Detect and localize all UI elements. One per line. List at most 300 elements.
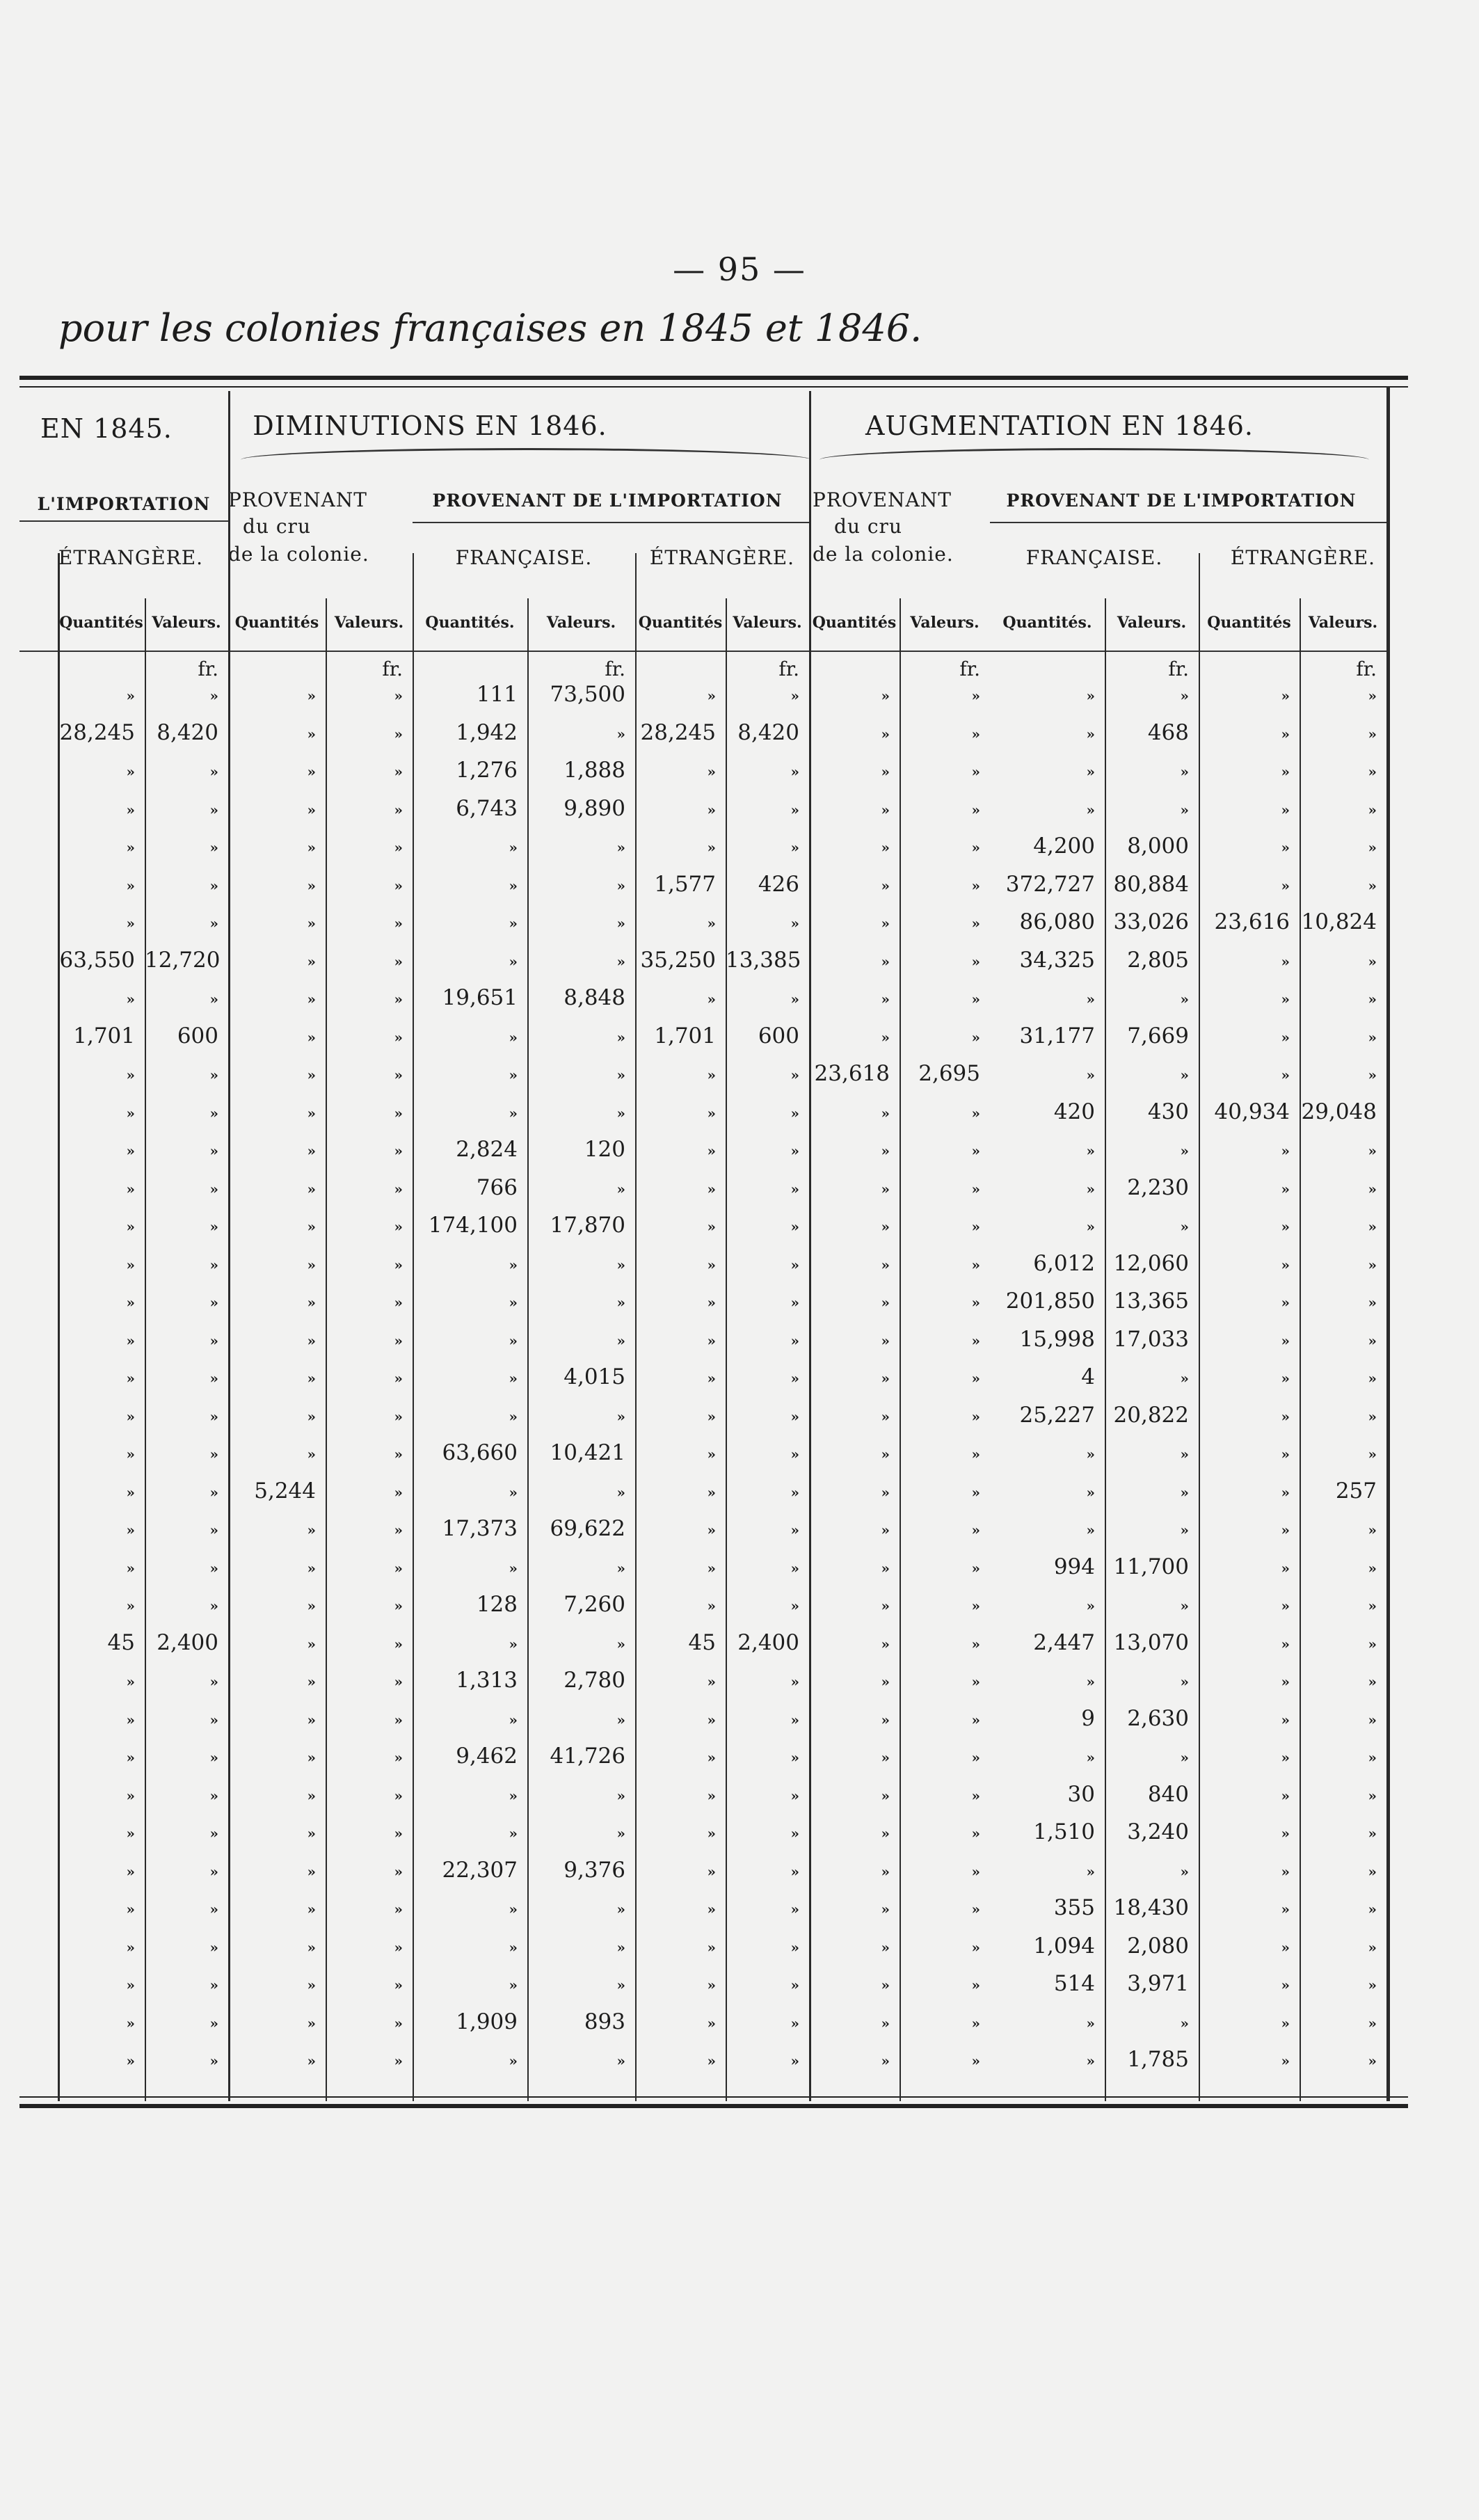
table-cell: » xyxy=(971,1370,980,1387)
table-cell: 2,805 xyxy=(1127,947,1189,973)
table-cell: » xyxy=(394,801,403,818)
table-cell: » xyxy=(126,1446,135,1462)
table-cell: » xyxy=(1086,1446,1095,1462)
table-cell: » xyxy=(881,1370,890,1387)
header-du-cru-dim: du cru xyxy=(243,515,311,538)
table-cell: » xyxy=(394,1825,403,1842)
table-cell: 120 xyxy=(584,1137,625,1162)
table-cell: » xyxy=(126,1673,135,1690)
table-cell: » xyxy=(307,1256,316,1273)
table-cell: » xyxy=(394,2014,403,2032)
table-cell: » xyxy=(509,877,518,894)
divider xyxy=(228,391,230,2101)
table-cell: » xyxy=(394,1256,403,1273)
table-cell: » xyxy=(881,1218,890,1235)
table-cell: » xyxy=(1281,1446,1290,1462)
table-cell: » xyxy=(209,1142,218,1159)
table-cell: » xyxy=(126,1938,135,1956)
table-cell: » xyxy=(790,1218,799,1235)
table-cell: » xyxy=(394,2052,403,2069)
table-cell: 4,200 xyxy=(1033,834,1095,859)
table-cell: » xyxy=(394,1218,403,1235)
header-bottom-rule xyxy=(19,651,1386,652)
table-cell: » xyxy=(1086,687,1095,704)
divider xyxy=(413,522,809,523)
table-cell: » xyxy=(971,952,980,970)
table-cell: » xyxy=(1368,1522,1377,1538)
table-cell: 1,785 xyxy=(1127,2047,1189,2072)
table-cell: 30 xyxy=(1067,1781,1095,1807)
table-cell: » xyxy=(394,839,403,856)
header-importation-left: L'IMPORTATION xyxy=(37,494,211,514)
table-cell: » xyxy=(394,1142,403,1159)
table-cell: » xyxy=(616,1028,625,1046)
table-cell: » xyxy=(707,1104,716,1122)
table-cell: 86,080 xyxy=(1019,909,1095,934)
currency-unit-label: fr. xyxy=(382,657,403,680)
table-cell: » xyxy=(209,2052,218,2069)
table-cell: » xyxy=(509,1635,518,1652)
table-cell: » xyxy=(707,1407,716,1425)
table-cell: » xyxy=(971,839,980,856)
table-cell: » xyxy=(394,1067,403,1083)
table-cell: » xyxy=(1281,1901,1290,1917)
table-cell: » xyxy=(307,877,316,894)
table-cell: » xyxy=(394,915,403,932)
table-cell: » xyxy=(707,991,716,1007)
table-cell: » xyxy=(1281,877,1290,894)
table-cell: 11,700 xyxy=(1113,1554,1189,1579)
table-cell: » xyxy=(1281,1977,1290,1993)
table-cell: » xyxy=(881,1294,890,1311)
table-cell: 430 xyxy=(1147,1099,1189,1124)
table-cell: » xyxy=(1368,1711,1377,1728)
table-cell: » xyxy=(971,1559,980,1577)
table-cell: 25,227 xyxy=(1019,1402,1095,1428)
table-cell: 13,365 xyxy=(1113,1289,1189,1314)
table-cell: » xyxy=(1281,1559,1290,1577)
table-cell: » xyxy=(707,1522,716,1538)
table-cell: » xyxy=(707,1901,716,1917)
table-cell: » xyxy=(394,1749,403,1766)
table-cell: » xyxy=(616,839,625,856)
table-cell: 2,400 xyxy=(737,1629,799,1655)
table-cell: » xyxy=(1368,1749,1377,1766)
table-cell: » xyxy=(881,1938,890,1956)
table-cell: » xyxy=(1281,1673,1290,1690)
table-cell: » xyxy=(616,1332,625,1349)
table-cell: » xyxy=(1368,801,1377,818)
table-cell: » xyxy=(1368,1294,1377,1311)
table-cell: » xyxy=(1368,1977,1377,1993)
table-cell: » xyxy=(881,839,890,856)
table-cell: » xyxy=(707,1067,716,1083)
table-cell: » xyxy=(971,1825,980,1842)
table-cell: » xyxy=(1368,1673,1377,1690)
table-cell: » xyxy=(509,1067,518,1083)
table-cell: » xyxy=(881,915,890,932)
table-cell: » xyxy=(1281,1370,1290,1387)
table-cell: » xyxy=(1180,1370,1189,1387)
table-cell: » xyxy=(1368,725,1377,742)
column-divider xyxy=(809,553,810,2101)
table-cell: » xyxy=(616,1407,625,1425)
table-cell: 8,420 xyxy=(157,719,218,745)
table-cell: » xyxy=(307,1407,316,1425)
table-cell: » xyxy=(971,1142,980,1159)
table-cell: » xyxy=(971,687,980,704)
table-cell: » xyxy=(1086,1863,1095,1880)
table-cell: » xyxy=(509,1901,518,1917)
table-cell: » xyxy=(126,1863,135,1880)
table-cell: » xyxy=(971,1218,980,1235)
table-cell: » xyxy=(209,687,218,704)
table-cell: 45 xyxy=(688,1629,716,1655)
table-cell: » xyxy=(616,1483,625,1501)
column-header: Valeurs. xyxy=(1117,614,1187,632)
table-cell: » xyxy=(209,1483,218,1501)
table-cell: » xyxy=(971,1407,980,1425)
column-header: Valeurs. xyxy=(152,614,221,632)
table-cell: » xyxy=(209,801,218,818)
table-cell: » xyxy=(707,2014,716,2032)
table-cell: » xyxy=(1086,1142,1095,1159)
header-de-la-colonie-dim: de la colonie. xyxy=(228,543,369,566)
table-cell: » xyxy=(1368,763,1377,780)
column-header: Valeurs. xyxy=(1308,614,1378,632)
table-cell: » xyxy=(616,915,625,932)
table-cell: » xyxy=(209,1863,218,1880)
table-cell: » xyxy=(971,1673,980,1690)
table-cell: » xyxy=(1368,1787,1377,1804)
table-cell: 128 xyxy=(476,1592,518,1617)
table-cell: » xyxy=(307,687,316,704)
table-cell: » xyxy=(1368,1901,1377,1917)
table-cell: » xyxy=(971,2052,980,2069)
data-table xyxy=(19,376,1408,2108)
table-cell: » xyxy=(1086,763,1095,780)
table-cell: » xyxy=(307,2014,316,2032)
table-cell: 9,890 xyxy=(563,795,625,821)
table-cell: » xyxy=(126,1104,135,1122)
table-cell: 8,000 xyxy=(1127,834,1189,859)
table-cell: 6,012 xyxy=(1033,1250,1095,1276)
table-cell: » xyxy=(971,877,980,894)
table-cell: » xyxy=(971,1522,980,1538)
table-cell: » xyxy=(209,1749,218,1766)
table-cell: » xyxy=(971,1977,980,1993)
table-cell: » xyxy=(971,2014,980,2032)
table-cell: » xyxy=(394,1446,403,1462)
table-cell: » xyxy=(971,1938,980,1956)
table-cell: » xyxy=(790,1180,799,1197)
header-diminutions-1846: DIMINUTIONS EN 1846. xyxy=(253,410,607,441)
table-cell: » xyxy=(1281,1483,1290,1501)
table-cell: » xyxy=(1180,1067,1189,1083)
table-cell: » xyxy=(707,839,716,856)
table-cell: » xyxy=(509,952,518,970)
table-cell: » xyxy=(126,1483,135,1501)
table-cell: » xyxy=(126,763,135,780)
table-cell: » xyxy=(509,1483,518,1501)
currency-unit-label: fr. xyxy=(605,657,625,680)
table-cell: » xyxy=(790,1104,799,1122)
table-cell: » xyxy=(126,1407,135,1425)
table-cell: » xyxy=(1368,1825,1377,1842)
table-cell: » xyxy=(509,1825,518,1842)
table-cell: 420 xyxy=(1053,1099,1095,1124)
table-cell: » xyxy=(881,952,890,970)
table-cell: » xyxy=(307,1977,316,1993)
table-cell: » xyxy=(1180,1597,1189,1614)
table-cell: » xyxy=(1086,1522,1095,1538)
table-cell: » xyxy=(790,1863,799,1880)
column-divider xyxy=(900,598,901,2101)
table-cell: 994 xyxy=(1053,1554,1095,1579)
divider xyxy=(19,520,228,522)
table-cell: » xyxy=(790,1597,799,1614)
table-cell: » xyxy=(881,1332,890,1349)
table-cell: 69,622 xyxy=(550,1516,625,1541)
table-cell: » xyxy=(881,1901,890,1917)
table-cell: » xyxy=(307,1938,316,1956)
table-cell: » xyxy=(790,1332,799,1349)
table-cell: 1,888 xyxy=(563,758,625,783)
table-cell: 9 xyxy=(1081,1705,1095,1731)
table-cell: » xyxy=(307,1104,316,1122)
table-cell: » xyxy=(790,1787,799,1804)
table-cell: » xyxy=(1368,1635,1377,1652)
table-cell: » xyxy=(1368,1370,1377,1387)
column-divider xyxy=(145,598,146,2101)
table-cell: » xyxy=(707,1142,716,1159)
table-cell: » xyxy=(881,687,890,704)
table-cell: » xyxy=(394,1028,403,1046)
table-cell: 1,701 xyxy=(73,1023,135,1048)
table-cell: 35,250 xyxy=(640,947,716,973)
table-cell: » xyxy=(394,1522,403,1538)
header-en-1845: EN 1845. xyxy=(40,413,173,444)
table-cell: » xyxy=(1086,1483,1095,1501)
table-cell: » xyxy=(394,1332,403,1349)
table-cell: » xyxy=(881,1180,890,1197)
table-cell: 12,720 xyxy=(145,947,221,973)
table-cell: 45 xyxy=(107,1629,135,1655)
table-cell: » xyxy=(881,1142,890,1159)
table-cell: » xyxy=(1368,1142,1377,1159)
table-cell: » xyxy=(209,1711,218,1728)
table-cell: 468 xyxy=(1147,719,1189,745)
table-cell: » xyxy=(707,1938,716,1956)
table-cell: » xyxy=(509,1332,518,1349)
table-cell: » xyxy=(707,1370,716,1387)
table-cell: 766 xyxy=(476,1174,518,1200)
table-cell: » xyxy=(209,915,218,932)
table-cell: » xyxy=(394,687,403,704)
table-cell: » xyxy=(1281,2014,1290,2032)
table-cell: » xyxy=(307,1825,316,1842)
table-cell: » xyxy=(307,839,316,856)
table-cell: » xyxy=(790,1522,799,1538)
column-divider xyxy=(635,553,637,2101)
table-cell: » xyxy=(209,1787,218,1804)
table-cell: » xyxy=(307,2052,316,2069)
table-cell: » xyxy=(971,1028,980,1046)
table-cell: » xyxy=(126,839,135,856)
divider xyxy=(990,522,1386,523)
table-cell: » xyxy=(1180,687,1189,704)
table-cell: » xyxy=(307,1446,316,1462)
table-cell: 2,080 xyxy=(1127,1933,1189,1959)
table-cell: » xyxy=(790,1407,799,1425)
table-cell: » xyxy=(881,763,890,780)
table-cell: » xyxy=(881,1673,890,1690)
table-cell: » xyxy=(616,1256,625,1273)
table-cell: » xyxy=(1368,687,1377,704)
table-cell: 18,430 xyxy=(1113,1895,1189,1920)
table-cell: 1,942 xyxy=(456,719,518,745)
table-cell: » xyxy=(971,1863,980,1880)
table-cell: » xyxy=(1368,1863,1377,1880)
table-cell: » xyxy=(971,1635,980,1652)
table-cell: » xyxy=(209,991,218,1007)
table-cell: » xyxy=(307,1901,316,1917)
table-cell: » xyxy=(1180,1142,1189,1159)
column-divider xyxy=(1105,598,1106,2101)
table-cell: » xyxy=(1281,1749,1290,1766)
table-cell: » xyxy=(509,1294,518,1311)
table-cell: » xyxy=(126,1294,135,1311)
table-cell: » xyxy=(209,763,218,780)
header-de-la-colonie-aug: de la colonie. xyxy=(813,543,954,566)
table-cell: » xyxy=(307,1863,316,1880)
table-cell: » xyxy=(1086,2014,1095,2032)
table-cell: 1,701 xyxy=(654,1023,716,1048)
table-cell: » xyxy=(1281,1787,1290,1804)
table-cell: » xyxy=(509,1370,518,1387)
table-cell: » xyxy=(1281,1180,1290,1197)
table-cell: » xyxy=(707,1294,716,1311)
table-cell: » xyxy=(1180,1863,1189,1880)
table-cell: » xyxy=(616,1825,625,1842)
table-cell: » xyxy=(616,1104,625,1122)
table-cell: » xyxy=(1086,1180,1095,1197)
table-cell: » xyxy=(971,1294,980,1311)
table-cell: » xyxy=(126,1180,135,1197)
table-cell: 4 xyxy=(1081,1364,1095,1389)
table-cell: » xyxy=(307,725,316,742)
table-cell: » xyxy=(1180,1673,1189,1690)
header-francaise-dim: FRANÇAISE. xyxy=(455,546,593,569)
table-cell: 3,971 xyxy=(1127,1971,1189,1996)
table-cell: » xyxy=(1281,763,1290,780)
table-cell: » xyxy=(881,2052,890,2069)
table-cell: » xyxy=(971,1256,980,1273)
table-cell: » xyxy=(126,877,135,894)
table-cell: » xyxy=(790,839,799,856)
table-cell: 4,015 xyxy=(563,1364,625,1389)
table-cell: » xyxy=(1281,991,1290,1007)
table-cell: 28,245 xyxy=(640,719,716,745)
column-header: Quantités xyxy=(1207,614,1291,632)
table-cell: » xyxy=(881,1977,890,1993)
table-cell: » xyxy=(307,991,316,1007)
table-cell: » xyxy=(307,1142,316,1159)
table-cell: » xyxy=(209,1332,218,1349)
table-cell: » xyxy=(126,1901,135,1917)
table-cell: » xyxy=(790,1256,799,1273)
table-cell: » xyxy=(616,2052,625,2069)
table-cell: » xyxy=(509,1711,518,1728)
table-cell: 600 xyxy=(758,1023,799,1048)
table-cell: » xyxy=(126,2052,135,2069)
table-cell: » xyxy=(394,952,403,970)
currency-unit-label: fr. xyxy=(1168,657,1189,680)
table-cell: » xyxy=(1368,1028,1377,1046)
table-cell: 2,400 xyxy=(157,1629,218,1655)
table-cell: » xyxy=(209,1370,218,1387)
table-cell: » xyxy=(394,1901,403,1917)
table-cell: » xyxy=(881,1104,890,1122)
table-cell: » xyxy=(971,1332,980,1349)
table-cell: » xyxy=(307,915,316,932)
table-cell: » xyxy=(209,1901,218,1917)
table-cell: » xyxy=(126,1332,135,1349)
table-cell: 73,500 xyxy=(550,682,625,707)
table-cell: » xyxy=(126,1142,135,1159)
table-cell: 2,824 xyxy=(456,1137,518,1162)
table-cell: 34,325 xyxy=(1019,947,1095,973)
table-cell: 80,884 xyxy=(1113,871,1189,897)
table-cell: » xyxy=(1180,1483,1189,1501)
table-cell: » xyxy=(707,1559,716,1577)
column-divider xyxy=(326,598,327,2101)
table-cell: » xyxy=(971,763,980,780)
table-cell: » xyxy=(209,1446,218,1462)
table-cell: » xyxy=(1086,801,1095,818)
column-header: Quantités. xyxy=(1002,614,1092,632)
table-cell: » xyxy=(881,1407,890,1425)
table-cell: » xyxy=(307,1332,316,1349)
augmentation-brace xyxy=(820,448,1369,460)
table-cell: 17,870 xyxy=(550,1213,625,1238)
table-cell: » xyxy=(1180,801,1189,818)
table-cell: 174,100 xyxy=(428,1213,518,1238)
table-cell: » xyxy=(707,1446,716,1462)
table-cell: » xyxy=(509,915,518,932)
table-cell: » xyxy=(1180,2014,1189,2032)
table-cell: 840 xyxy=(1147,1781,1189,1807)
table-cell: » xyxy=(1281,1028,1290,1046)
table-cell: » xyxy=(394,1597,403,1614)
table-cell: 3,240 xyxy=(1127,1819,1189,1844)
table-cell: 63,550 xyxy=(59,947,135,973)
table-cell: 9,376 xyxy=(563,1857,625,1883)
header-etrangere-dim: ÉTRANGÈRE. xyxy=(649,546,795,569)
table-cell: » xyxy=(971,991,980,1007)
table-cell: » xyxy=(790,1977,799,1993)
table-cell: 2,447 xyxy=(1033,1629,1095,1655)
table-cell: » xyxy=(616,1180,625,1197)
table-cell: » xyxy=(707,1673,716,1690)
table-cell: 10,824 xyxy=(1301,909,1377,934)
table-cell: » xyxy=(1180,1446,1189,1462)
table-cell: » xyxy=(209,1825,218,1842)
table-cell: » xyxy=(394,1673,403,1690)
table-cell: » xyxy=(307,1067,316,1083)
table-cell: » xyxy=(126,1256,135,1273)
table-cell: » xyxy=(307,1711,316,1728)
